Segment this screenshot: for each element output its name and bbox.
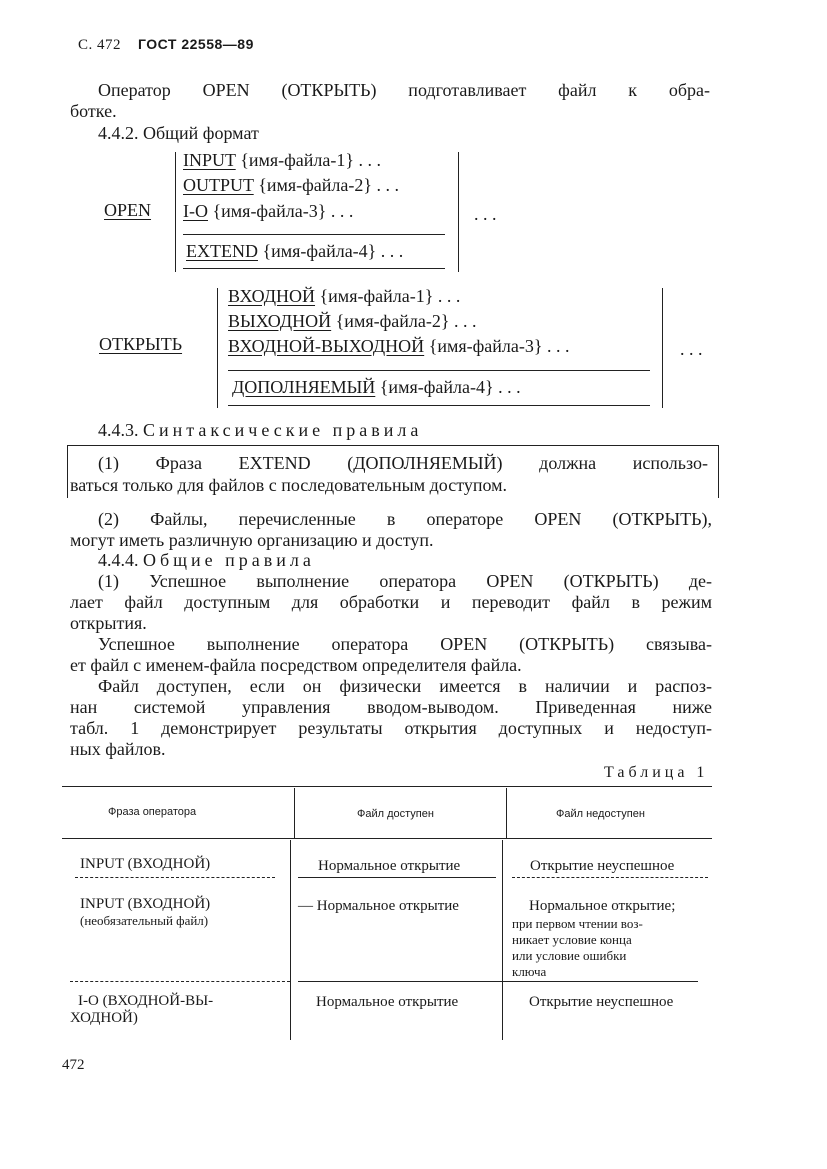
format-otkryt-separator xyxy=(228,370,650,371)
table-row-3-phrase-2: ХОДНОЙ) xyxy=(70,1010,138,1026)
keyword-io: I-O xyxy=(183,201,208,221)
format-open-row-2: OUTPUT {имя-файла-2} . . . xyxy=(183,175,400,195)
format-otkryt-verb: ОТКРЫТЬ xyxy=(99,334,183,354)
page-ref: С. 472 xyxy=(78,37,122,53)
page-header xyxy=(78,36,254,54)
table-row-2-phrase: INPUT (ВХОДНОЙ) xyxy=(80,896,211,912)
keyword-vykhodnoy: ВЫХОДНОЙ xyxy=(228,311,332,331)
table-row-2-unavailable-1: Нормальное открытие; xyxy=(529,898,676,914)
table-row-3-unavailable: Открытие неуспешное xyxy=(529,994,674,1010)
row-1-unavailable-rule xyxy=(512,877,708,878)
row-1-phrase-rule xyxy=(75,877,275,878)
keyword-vkhodnoy: ВХОДНОЙ xyxy=(228,286,316,306)
table-row-1-available: Нормальное открытие xyxy=(318,858,461,874)
rule-2-line-1: (2) Файлы, перечисленные в операторе OPEN (ОТКРЫТЬ), xyxy=(98,509,712,529)
format-open-verb: OPEN xyxy=(104,200,152,220)
keyword-extend: EXTEND xyxy=(186,241,258,261)
table-row-3-available: Нормальное открытие xyxy=(316,994,459,1010)
table-row-2-unavailable-3: никает условие конца xyxy=(512,932,632,947)
section-442-title: 4.4.2. Общий формат xyxy=(98,123,259,143)
intro-line-2: ботке. xyxy=(70,101,117,121)
format-otkryt-right-brace xyxy=(662,288,663,408)
format-otkryt-row-1: ВХОДНОЙ {имя-файла-1} . . . xyxy=(228,286,461,306)
format-otkryt-row-2: ВЫХОДНОЙ {имя-файла-2} . . . xyxy=(228,311,477,331)
page-number: 472 xyxy=(62,1057,85,1073)
table-header-phrase: Фраза оператора xyxy=(108,806,197,818)
format-open-ellipsis: . . . xyxy=(474,204,497,224)
section-444-title: Общие правила xyxy=(143,550,315,570)
keyword-vkhodnoy-vykhodnoy: ВХОДНОЙ-ВЫХОДНОЙ xyxy=(228,336,425,356)
format-otkryt-ellipsis: . . . xyxy=(680,339,703,359)
general-p1-line-2: лает файл доступным для обработки и переводит файл в режим xyxy=(70,592,712,612)
general-p3-line-4: ных файлов. xyxy=(70,739,166,759)
format-otkryt-left-brace xyxy=(217,288,218,408)
format-open-left-brace xyxy=(175,152,176,272)
section-443-heading: 4.4.3. Синтаксические правила xyxy=(98,420,423,440)
general-p1-line-1: (1) Успешное выполнение оператора OPEN (ОТКРЫТЬ) де- xyxy=(98,571,712,591)
section-443-title: Синтаксические правила xyxy=(143,420,423,440)
intro-line-1: Оператор OPEN (ОТКРЫТЬ) подготавливает файл к обра- xyxy=(98,80,710,100)
table-row-1-unavailable: Открытие неуспешное xyxy=(530,858,675,874)
keyword-dopolnyaemy: ДОПОЛНЯЕМЫЙ xyxy=(232,377,376,397)
table-row-2-available: — Нормальное открытие xyxy=(298,898,459,914)
format-open-row-1: INPUT {имя-файла-1} . . . xyxy=(183,150,382,170)
table-row-3-phrase-1: I-O (ВХОДНОЙ-ВЫ- xyxy=(78,993,214,1009)
table-col-divider-2 xyxy=(506,788,507,838)
format-open-separator xyxy=(183,234,445,235)
format-open-bottom xyxy=(183,268,445,269)
rule-1-line-2: ваться только для файлов с последовательным доступом. xyxy=(70,475,508,495)
row-2-rule-right xyxy=(298,981,698,982)
table-top-rule xyxy=(62,786,712,787)
keyword-output: OUTPUT xyxy=(183,175,254,195)
table-header-available: Файл доступен xyxy=(357,808,434,820)
general-p3-line-3: табл. 1 демонстрирует результаты открытия доступных и недоступ- xyxy=(70,718,712,738)
format-open-right-brace xyxy=(458,152,459,272)
rule-1-line-1: (1) Фраза EXTEND (ДОПОЛНЯЕМЫЙ) должна использо- xyxy=(98,453,708,473)
format-otkryt-bottom xyxy=(228,405,650,406)
format-otkryt-row-3: ВХОДНОЙ-ВЫХОДНОЙ {имя-файла-3} . . . xyxy=(228,336,570,356)
table-row-2-unavailable-5: ключа xyxy=(512,964,547,979)
general-p2-line-2: ет файл с именем-файла посредством определителя файла. xyxy=(70,655,522,675)
format-open-row-3: I-O {имя-файла-3} . . . xyxy=(183,201,354,221)
table-caption: Таблица 1 xyxy=(604,764,709,781)
general-p2-line-1: Успешное выполнение оператора OPEN (ОТКРЫТЬ) связыва- xyxy=(98,634,712,654)
format-open-row-4: EXTEND {имя-файла-4} . . . xyxy=(186,241,404,261)
table-row-1-phrase: INPUT (ВХОДНОЙ) xyxy=(80,856,211,872)
general-p3-line-1: Файл доступен, если он физически имеется в наличии и распоз- xyxy=(98,676,712,696)
rule-2-line-2: могут иметь различную организацию и доступ. xyxy=(70,530,434,550)
table-row-2-unavailable-2: при первом чтении воз- xyxy=(512,916,643,931)
row-1-available-rule xyxy=(298,877,496,878)
table-body-divider-2 xyxy=(502,840,503,1040)
table-col-divider-1 xyxy=(294,788,295,838)
standard-number: ГОСТ 22558—89 xyxy=(138,36,254,52)
format-otkryt-row-4: ДОПОЛНЯЕМЫЙ {имя-файла-4} . . . xyxy=(232,377,521,397)
table-header-rule xyxy=(62,838,712,839)
table-body-divider-1 xyxy=(290,840,291,1040)
general-p1-line-3: открытия. xyxy=(70,613,147,633)
table-row-2-unavailable-4: или условие ошибки xyxy=(512,948,627,963)
row-2-rule xyxy=(70,981,290,982)
section-444-heading: 4.4.4. Общие правила xyxy=(98,550,315,570)
table-row-2-phrase-note: (необязательный файл) xyxy=(80,913,209,928)
keyword-input: INPUT xyxy=(183,150,236,170)
general-p3-line-2: нан системой управления вводом-выводом. Приведенная ниже xyxy=(70,697,712,717)
table-header-unavailable: Файл недоступен xyxy=(556,808,645,820)
